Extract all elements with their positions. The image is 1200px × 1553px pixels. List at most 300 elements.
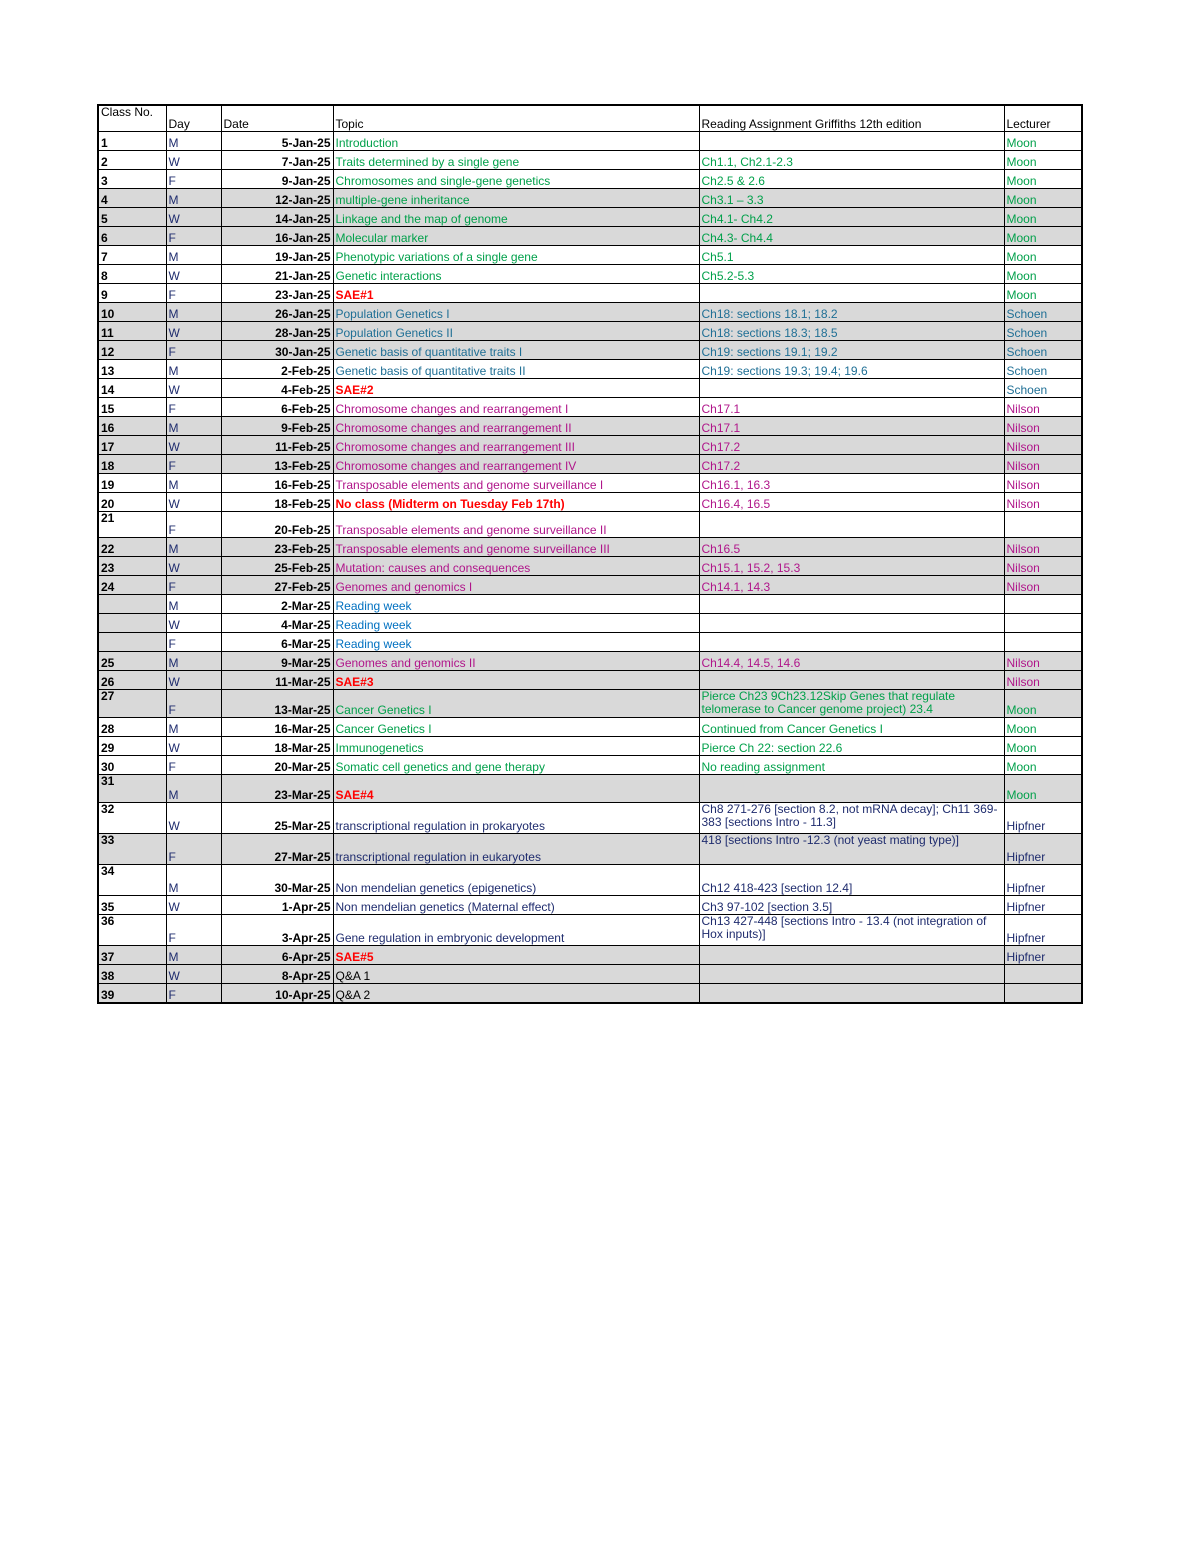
reading-cell <box>699 614 1004 633</box>
date-cell: 6-Feb-25 <box>221 398 333 417</box>
topic-cell: SAE#2 <box>333 379 699 398</box>
class-no-cell: 29 <box>98 737 166 756</box>
day-cell: M <box>166 595 221 614</box>
table-row <box>98 132 1082 151</box>
table-row <box>98 265 1082 284</box>
reading-cell: Ch4.1- Ch4.2 <box>699 208 1004 227</box>
day-cell: M <box>166 652 221 671</box>
topic-cell: Linkage and the map of genome <box>333 208 699 227</box>
header-lecturer: Lecturer <box>1004 105 1082 132</box>
topic-cell: Chromosome changes and rearrangement I <box>333 398 699 417</box>
reading-cell: Ch17.1 <box>699 398 1004 417</box>
day-cell: F <box>166 915 221 946</box>
class-no-cell <box>98 595 166 614</box>
lecturer-cell: Nilson <box>1004 493 1082 512</box>
class-no-cell: 24 <box>98 576 166 595</box>
class-no-cell: 13 <box>98 360 166 379</box>
class-no-cell: 25 <box>98 652 166 671</box>
lecturer-cell: Moon <box>1004 132 1082 151</box>
table-row <box>98 227 1082 246</box>
class-no-cell: 37 <box>98 946 166 965</box>
table-row <box>98 398 1082 417</box>
lecturer-cell: Moon <box>1004 170 1082 189</box>
lecturer-cell: Moon <box>1004 227 1082 246</box>
date-cell: 2-Mar-25 <box>221 595 333 614</box>
topic-cell: Molecular marker <box>333 227 699 246</box>
class-no-cell: 38 <box>98 965 166 984</box>
table-row <box>98 718 1082 737</box>
header-reading: Reading Assignment Griffiths 12th edition <box>699 105 1004 132</box>
topic-cell: Chromosome changes and rearrangement III <box>333 436 699 455</box>
lecturer-cell: Moon <box>1004 189 1082 208</box>
day-cell: W <box>166 379 221 398</box>
class-no-cell: 31 <box>98 775 166 803</box>
topic-cell: Genomes and genomics I <box>333 576 699 595</box>
day-cell: F <box>166 227 221 246</box>
table-row <box>98 246 1082 265</box>
day-cell: W <box>166 322 221 341</box>
date-cell: 14-Jan-25 <box>221 208 333 227</box>
class-no-cell: 3 <box>98 170 166 189</box>
reading-cell <box>699 984 1004 1004</box>
day-cell: M <box>166 474 221 493</box>
lecturer-cell: Hipfner <box>1004 946 1082 965</box>
class-no-cell: 23 <box>98 557 166 576</box>
reading-cell: Ch16.4, 16.5 <box>699 493 1004 512</box>
table-row <box>98 775 1082 803</box>
class-no-cell: 22 <box>98 538 166 557</box>
date-cell: 23-Jan-25 <box>221 284 333 303</box>
table-row <box>98 865 1082 896</box>
day-cell: F <box>166 576 221 595</box>
date-cell: 28-Jan-25 <box>221 322 333 341</box>
date-cell: 12-Jan-25 <box>221 189 333 208</box>
class-no-cell: 28 <box>98 718 166 737</box>
topic-cell: Population Genetics I <box>333 303 699 322</box>
lecturer-cell: Schoen <box>1004 379 1082 398</box>
lecturer-cell: Nilson <box>1004 436 1082 455</box>
topic-cell: Introduction <box>333 132 699 151</box>
reading-cell: No reading assignment <box>699 756 1004 775</box>
date-cell: 11-Feb-25 <box>221 436 333 455</box>
reading-cell: Ch18: sections 18.3; 18.5 <box>699 322 1004 341</box>
date-cell: 9-Mar-25 <box>221 652 333 671</box>
topic-cell: Reading week <box>333 595 699 614</box>
reading-cell: Ch4.3- Ch4.4 <box>699 227 1004 246</box>
table-row <box>98 512 1082 538</box>
day-cell: W <box>166 436 221 455</box>
date-cell: 19-Jan-25 <box>221 246 333 265</box>
table-row <box>98 341 1082 360</box>
day-cell: F <box>166 984 221 1004</box>
lecturer-cell: Nilson <box>1004 417 1082 436</box>
lecturer-cell: Moon <box>1004 737 1082 756</box>
reading-cell: Ch13 427-448 [sections Intro - 13.4 (not integration of Hox inputs)] <box>699 915 1004 946</box>
class-no-cell: 19 <box>98 474 166 493</box>
day-cell: M <box>166 865 221 896</box>
date-cell: 4-Feb-25 <box>221 379 333 398</box>
lecturer-cell: Moon <box>1004 151 1082 170</box>
topic-cell: SAE#1 <box>333 284 699 303</box>
lecturer-cell: Nilson <box>1004 538 1082 557</box>
lecturer-cell: Schoen <box>1004 322 1082 341</box>
lecturer-cell: Schoen <box>1004 341 1082 360</box>
lecturer-cell: Moon <box>1004 246 1082 265</box>
table-row <box>98 915 1082 946</box>
day-cell: F <box>166 170 221 189</box>
reading-cell: Ch3.1 – 3.3 <box>699 189 1004 208</box>
class-no-cell: 36 <box>98 915 166 946</box>
class-no-cell: 6 <box>98 227 166 246</box>
class-no-cell: 11 <box>98 322 166 341</box>
table-row <box>98 633 1082 652</box>
header-class-no: Class No. <box>98 105 166 132</box>
day-cell: M <box>166 360 221 379</box>
day-cell: F <box>166 834 221 865</box>
table-row <box>98 455 1082 474</box>
day-cell: F <box>166 284 221 303</box>
reading-cell: Ch2.5 & 2.6 <box>699 170 1004 189</box>
lecturer-cell <box>1004 614 1082 633</box>
table-row <box>98 557 1082 576</box>
date-cell: 26-Jan-25 <box>221 303 333 322</box>
reading-cell: Ch18: sections 18.1; 18.2 <box>699 303 1004 322</box>
table-row <box>98 965 1082 984</box>
day-cell: F <box>166 690 221 718</box>
topic-cell: Chromosome changes and rearrangement II <box>333 417 699 436</box>
day-cell: F <box>166 398 221 417</box>
day-cell: W <box>166 493 221 512</box>
lecturer-cell: Moon <box>1004 265 1082 284</box>
table-row <box>98 538 1082 557</box>
table-row <box>98 595 1082 614</box>
day-cell: F <box>166 633 221 652</box>
day-cell: W <box>166 896 221 915</box>
class-no-cell: 1 <box>98 132 166 151</box>
reading-cell <box>699 946 1004 965</box>
date-cell: 18-Mar-25 <box>221 737 333 756</box>
lecturer-cell: Nilson <box>1004 455 1082 474</box>
reading-cell: Ch1.1, Ch2.1-2.3 <box>699 151 1004 170</box>
topic-cell: Genetic basis of quantitative traits I <box>333 341 699 360</box>
lecturer-cell <box>1004 633 1082 652</box>
reading-cell: Ch14.4, 14.5, 14.6 <box>699 652 1004 671</box>
table-row <box>98 151 1082 170</box>
date-cell: 13-Mar-25 <box>221 690 333 718</box>
lecturer-cell: Nilson <box>1004 474 1082 493</box>
table-row <box>98 436 1082 455</box>
table-row <box>98 896 1082 915</box>
lecturer-cell: Hipfner <box>1004 915 1082 946</box>
day-cell: M <box>166 718 221 737</box>
date-cell: 2-Feb-25 <box>221 360 333 379</box>
class-no-cell: 35 <box>98 896 166 915</box>
day-cell: F <box>166 756 221 775</box>
class-no-cell: 16 <box>98 417 166 436</box>
day-cell: W <box>166 208 221 227</box>
header-topic: Topic <box>333 105 699 132</box>
table-row <box>98 360 1082 379</box>
day-cell: F <box>166 512 221 538</box>
date-cell: 30-Jan-25 <box>221 341 333 360</box>
reading-cell <box>699 284 1004 303</box>
lecturer-cell: Schoen <box>1004 360 1082 379</box>
date-cell: 23-Mar-25 <box>221 775 333 803</box>
topic-cell: Genetic basis of quantitative traits II <box>333 360 699 379</box>
reading-cell <box>699 595 1004 614</box>
reading-cell: Ch16.1, 16.3 <box>699 474 1004 493</box>
class-no-cell: 14 <box>98 379 166 398</box>
topic-cell: transcriptional regulation in prokaryotes <box>333 803 699 834</box>
lecturer-cell: Moon <box>1004 284 1082 303</box>
topic-cell: SAE#3 <box>333 671 699 690</box>
reading-cell: Ch5.1 <box>699 246 1004 265</box>
day-cell: M <box>166 303 221 322</box>
day-cell: W <box>166 265 221 284</box>
day-cell: M <box>166 946 221 965</box>
date-cell: 20-Mar-25 <box>221 756 333 775</box>
date-cell: 9-Feb-25 <box>221 417 333 436</box>
lecturer-cell: Hipfner <box>1004 865 1082 896</box>
date-cell: 9-Jan-25 <box>221 170 333 189</box>
class-no-cell: 27 <box>98 690 166 718</box>
lecturer-cell: Moon <box>1004 208 1082 227</box>
class-no-cell: 15 <box>98 398 166 417</box>
reading-cell: 418 [sections Intro -12.3 (not yeast mating type)] <box>699 834 1004 865</box>
lecturer-cell <box>1004 512 1082 538</box>
reading-cell <box>699 775 1004 803</box>
class-no-cell: 12 <box>98 341 166 360</box>
topic-cell: transcriptional regulation in eukaryotes <box>333 834 699 865</box>
class-no-cell: 26 <box>98 671 166 690</box>
class-no-cell: 8 <box>98 265 166 284</box>
topic-cell: Traits determined by a single gene <box>333 151 699 170</box>
class-no-cell: 17 <box>98 436 166 455</box>
course-schedule-table <box>97 104 1083 1004</box>
day-cell: W <box>166 803 221 834</box>
topic-cell: Gene regulation in embryonic development <box>333 915 699 946</box>
date-cell: 13-Feb-25 <box>221 455 333 474</box>
lecturer-cell: Nilson <box>1004 671 1082 690</box>
topic-cell: Mutation: causes and consequences <box>333 557 699 576</box>
date-cell: 20-Feb-25 <box>221 512 333 538</box>
class-no-cell: 33 <box>98 834 166 865</box>
reading-cell <box>699 633 1004 652</box>
topic-cell: Q&A 1 <box>333 965 699 984</box>
class-no-cell <box>98 633 166 652</box>
lecturer-cell: Hipfner <box>1004 803 1082 834</box>
topic-cell: Reading week <box>333 614 699 633</box>
table-row <box>98 189 1082 208</box>
class-no-cell: 10 <box>98 303 166 322</box>
class-no-cell: 20 <box>98 493 166 512</box>
reading-cell: Ch8 271-276 [section 8.2, not mRNA decay]; Ch11 369-383 [sections Intro - 11.3] <box>699 803 1004 834</box>
date-cell: 25-Feb-25 <box>221 557 333 576</box>
date-cell: 11-Mar-25 <box>221 671 333 690</box>
reading-cell: Ch5.2-5.3 <box>699 265 1004 284</box>
lecturer-cell <box>1004 965 1082 984</box>
date-cell: 5-Jan-25 <box>221 132 333 151</box>
date-cell: 21-Jan-25 <box>221 265 333 284</box>
reading-cell: Ch17.2 <box>699 455 1004 474</box>
day-cell: W <box>166 614 221 633</box>
day-cell: W <box>166 671 221 690</box>
topic-cell: Genetic interactions <box>333 265 699 284</box>
class-no-cell: 18 <box>98 455 166 474</box>
day-cell: M <box>166 132 221 151</box>
topic-cell: Transposable elements and genome surveillance II <box>333 512 699 538</box>
lecturer-cell: Hipfner <box>1004 896 1082 915</box>
topic-cell: Transposable elements and genome surveillance III <box>333 538 699 557</box>
lecturer-cell: Schoen <box>1004 303 1082 322</box>
day-cell: M <box>166 775 221 803</box>
date-cell: 18-Feb-25 <box>221 493 333 512</box>
day-cell: M <box>166 417 221 436</box>
class-no-cell: 34 <box>98 865 166 896</box>
class-no-cell: 2 <box>98 151 166 170</box>
day-cell: W <box>166 557 221 576</box>
reading-cell: Ch17.2 <box>699 436 1004 455</box>
table-row <box>98 284 1082 303</box>
date-cell: 23-Feb-25 <box>221 538 333 557</box>
date-cell: 6-Apr-25 <box>221 946 333 965</box>
table-row <box>98 671 1082 690</box>
date-cell: 30-Mar-25 <box>221 865 333 896</box>
class-no-cell: 32 <box>98 803 166 834</box>
class-no-cell: 7 <box>98 246 166 265</box>
date-cell: 6-Mar-25 <box>221 633 333 652</box>
table-row <box>98 208 1082 227</box>
lecturer-cell: Nilson <box>1004 398 1082 417</box>
day-cell: M <box>166 189 221 208</box>
reading-cell: Ch3 97-102 [section 3.5] <box>699 896 1004 915</box>
day-cell: M <box>166 246 221 265</box>
lecturer-cell <box>1004 984 1082 1004</box>
reading-cell: Ch19: sections 19.3; 19.4; 19.6 <box>699 360 1004 379</box>
topic-cell: Cancer Genetics I <box>333 690 699 718</box>
date-cell: 27-Feb-25 <box>221 576 333 595</box>
topic-cell: Genomes and genomics II <box>333 652 699 671</box>
table-row <box>98 756 1082 775</box>
topic-cell: multiple-gene inheritance <box>333 189 699 208</box>
header-date: Date <box>221 105 333 132</box>
reading-cell: Ch19: sections 19.1; 19.2 <box>699 341 1004 360</box>
topic-cell: SAE#4 <box>333 775 699 803</box>
date-cell: 1-Apr-25 <box>221 896 333 915</box>
topic-cell: Non mendelian genetics (epigenetics) <box>333 865 699 896</box>
day-cell: W <box>166 965 221 984</box>
header-row <box>98 105 1082 132</box>
table-row <box>98 946 1082 965</box>
topic-cell: No class (Midterm on Tuesday Feb 17th) <box>333 493 699 512</box>
topic-cell: Q&A 2 <box>333 984 699 1004</box>
reading-cell: Ch17.1 <box>699 417 1004 436</box>
table-row <box>98 493 1082 512</box>
reading-cell: Ch15.1, 15.2, 15.3 <box>699 557 1004 576</box>
date-cell: 4-Mar-25 <box>221 614 333 633</box>
table-row <box>98 834 1082 865</box>
class-no-cell: 30 <box>98 756 166 775</box>
topic-cell: Cancer Genetics I <box>333 718 699 737</box>
lecturer-cell: Moon <box>1004 690 1082 718</box>
class-no-cell: 21 <box>98 512 166 538</box>
lecturer-cell: Nilson <box>1004 557 1082 576</box>
topic-cell: Chromosome changes and rearrangement IV <box>333 455 699 474</box>
table-row <box>98 474 1082 493</box>
reading-cell: Continued from Cancer Genetics I <box>699 718 1004 737</box>
day-cell: M <box>166 538 221 557</box>
date-cell: 7-Jan-25 <box>221 151 333 170</box>
class-no-cell: 39 <box>98 984 166 1004</box>
date-cell: 16-Mar-25 <box>221 718 333 737</box>
lecturer-cell: Moon <box>1004 718 1082 737</box>
table-row <box>98 803 1082 834</box>
topic-cell: Reading week <box>333 633 699 652</box>
topic-cell: Somatic cell genetics and gene therapy <box>333 756 699 775</box>
table-row <box>98 652 1082 671</box>
date-cell: 3-Apr-25 <box>221 915 333 946</box>
lecturer-cell <box>1004 595 1082 614</box>
day-cell: W <box>166 151 221 170</box>
topic-cell: Transposable elements and genome surveillance I <box>333 474 699 493</box>
lecturer-cell: Moon <box>1004 775 1082 803</box>
reading-cell: Ch12 418-423 [section 12.4] <box>699 865 1004 896</box>
class-no-cell: 9 <box>98 284 166 303</box>
table-row <box>98 170 1082 189</box>
date-cell: 16-Jan-25 <box>221 227 333 246</box>
topic-cell: Chromosomes and single-gene genetics <box>333 170 699 189</box>
header-day: Day <box>166 105 221 132</box>
date-cell: 16-Feb-25 <box>221 474 333 493</box>
lecturer-cell: Nilson <box>1004 576 1082 595</box>
topic-cell: Immunogenetics <box>333 737 699 756</box>
topic-cell: SAE#5 <box>333 946 699 965</box>
table-row <box>98 614 1082 633</box>
day-cell: F <box>166 455 221 474</box>
reading-cell: Ch16.5 <box>699 538 1004 557</box>
table-row <box>98 690 1082 718</box>
table-row <box>98 576 1082 595</box>
table-row <box>98 984 1082 1004</box>
table-row <box>98 737 1082 756</box>
table-row <box>98 379 1082 398</box>
lecturer-cell: Moon <box>1004 756 1082 775</box>
reading-cell: Ch14.1, 14.3 <box>699 576 1004 595</box>
topic-cell: Phenotypic variations of a single gene <box>333 246 699 265</box>
reading-cell <box>699 512 1004 538</box>
table-row <box>98 322 1082 341</box>
reading-cell <box>699 965 1004 984</box>
reading-cell <box>699 132 1004 151</box>
lecturer-cell: Hipfner <box>1004 834 1082 865</box>
class-no-cell: 5 <box>98 208 166 227</box>
reading-cell <box>699 379 1004 398</box>
class-no-cell <box>98 614 166 633</box>
topic-cell: Non mendelian genetics (Maternal effect) <box>333 896 699 915</box>
day-cell: F <box>166 341 221 360</box>
date-cell: 27-Mar-25 <box>221 834 333 865</box>
date-cell: 25-Mar-25 <box>221 803 333 834</box>
lecturer-cell: Nilson <box>1004 652 1082 671</box>
reading-cell: Pierce Ch23 9Ch23.12Skip Genes that regulate telomerase to Cancer genome project) 23.4 <box>699 690 1004 718</box>
reading-cell <box>699 671 1004 690</box>
day-cell: W <box>166 737 221 756</box>
class-no-cell: 4 <box>98 189 166 208</box>
table-row <box>98 417 1082 436</box>
topic-cell: Population Genetics II <box>333 322 699 341</box>
table-row <box>98 303 1082 322</box>
reading-cell: Pierce Ch 22: section 22.6 <box>699 737 1004 756</box>
